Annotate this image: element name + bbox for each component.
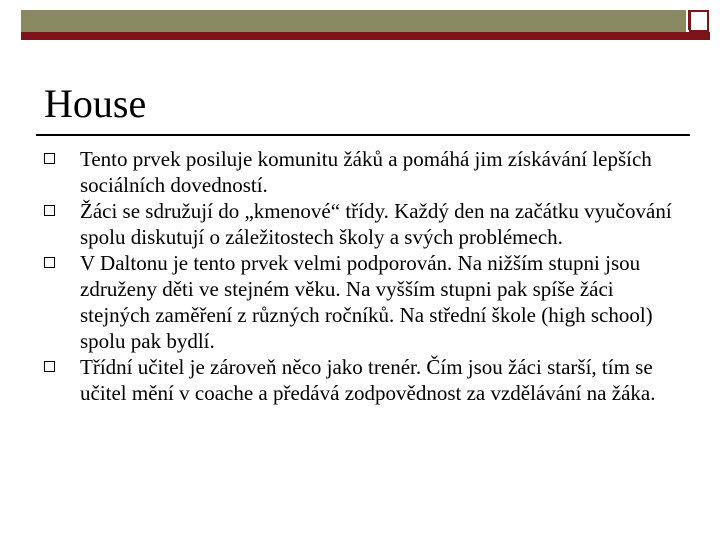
square-bullet-icon bbox=[44, 153, 55, 164]
bullet-text: Žáci se sdružují do „kmenové“ třídy. Každý den na začátku vyučování spolu diskutují o záležitostech školy a svých problémech. bbox=[80, 199, 672, 249]
slide-title: House bbox=[44, 81, 147, 126]
bullet-text: Tento prvek posiluje komunitu žáků a pomáhá jim získávání lepších sociálních dovedností. bbox=[80, 147, 652, 197]
corner-square-outline-icon bbox=[689, 10, 709, 32]
bullet-item bbox=[44, 354, 674, 406]
square-bullet-icon bbox=[44, 361, 55, 372]
bullet-text: V Daltonu je tento prvek velmi podporován. Na nižším stupni jsou združeny děti ve stejném věku. Na vyšším stupni pak spíše žáci stejných zaměření z různých ročníků. Na střední škole (high school) spolu pak bydlí. bbox=[80, 251, 653, 353]
olive-band-bar bbox=[21, 10, 686, 32]
bullet-item bbox=[44, 146, 674, 198]
bullet-item bbox=[44, 198, 674, 250]
header-band bbox=[21, 10, 710, 40]
square-bullet-icon bbox=[44, 205, 55, 216]
bullet-list bbox=[44, 146, 674, 406]
title-divider bbox=[36, 134, 690, 136]
bullet-text: Třídní učitel je zároveň něco jako trenér. Čím jsou žáci starší, tím se učitel mění v coache a předává zodpovědnost za vzdělávání na žáka. bbox=[80, 355, 656, 405]
square-bullet-icon bbox=[44, 257, 55, 268]
maroon-band-bar bbox=[21, 32, 710, 40]
bullet-item bbox=[44, 250, 674, 354]
